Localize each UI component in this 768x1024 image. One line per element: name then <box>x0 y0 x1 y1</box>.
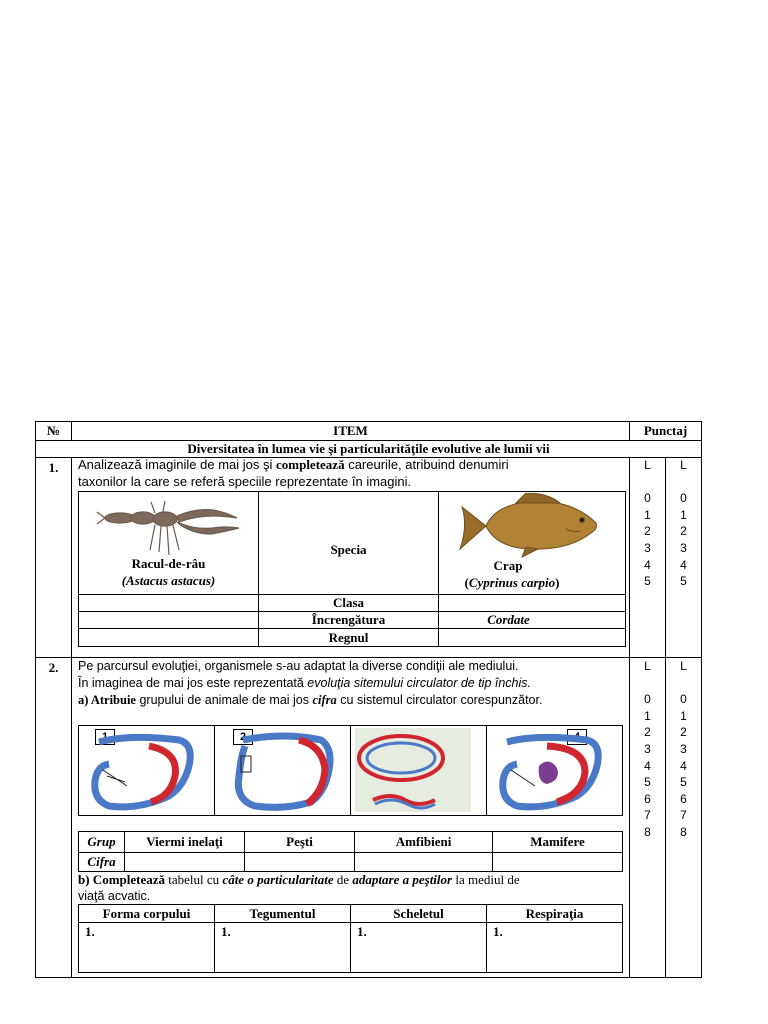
carp-name: Crap <box>493 558 523 573</box>
col-forma-corpului: Forma corpului <box>78 904 215 923</box>
q2-part-b: b) Completează tabelul cu câte o particularitate de adaptare a peştilor la mediul de viaţă acvatic. <box>78 872 520 903</box>
group-mamifere: Mamifere <box>492 831 623 853</box>
header-item: ITEM <box>71 421 630 441</box>
image-number-1: 1 <box>95 729 115 745</box>
cifra-label: Cifra <box>78 852 125 872</box>
group-pesti: Peşti <box>244 831 355 853</box>
q1-answer-clasa-left[interactable] <box>78 594 259 612</box>
q1-cordate-border <box>577 611 626 629</box>
answer-tegumentul[interactable]: 1. <box>214 922 351 973</box>
cifra-mamifere-input[interactable] <box>492 852 623 872</box>
q1-answer-regnul-right[interactable] <box>438 628 626 647</box>
q1-row-clasa: Clasa <box>258 594 439 612</box>
image-number-2: 2 <box>233 729 253 745</box>
image-number-4: 4 <box>567 729 587 745</box>
cifra-viermi-input[interactable] <box>124 852 245 872</box>
answer-scheletul[interactable]: 1. <box>350 922 487 973</box>
header-no: № <box>35 421 72 441</box>
col-tegumentul: Tegumentul <box>214 904 351 923</box>
cifra-amfibieni-input[interactable] <box>354 852 493 872</box>
q1-instruction: Analizează imaginile de mai jos şi completează careurile, atribuind denumiri taxonilor la care se referă speciile reprezentate în imagini. <box>78 457 509 489</box>
carp-latin: (Cyprinus carpio) <box>464 575 560 590</box>
q1-number-cell <box>35 457 72 658</box>
answer-respiratia[interactable]: 1. <box>486 922 623 973</box>
q2-number-cell <box>35 657 72 978</box>
circulatory-image-4 <box>486 725 623 816</box>
group-viermi: Viermi inelaţi <box>124 831 245 853</box>
q1-cordate: Cordate <box>438 611 578 629</box>
q2-number: 2. <box>48 660 59 675</box>
answer-forma-corpului[interactable]: 1. <box>78 922 215 973</box>
circulatory-image-2 <box>214 725 351 816</box>
q1-answer-increngatura-left[interactable] <box>78 611 259 629</box>
q2-scores-left: L 0 1 2 3 4 5 6 7 8 <box>644 659 651 839</box>
q2-scores-right: L 0 1 2 3 4 5 6 7 8 <box>680 659 687 839</box>
group-amfibieni: Amfibieni <box>354 831 493 853</box>
q1-specia-cell: Specia <box>258 491 439 595</box>
cifra-pesti-input[interactable] <box>244 852 355 872</box>
crayfish-image <box>95 500 245 560</box>
col-respiratia: Respiraţia <box>486 904 623 923</box>
q1-number: 1. <box>48 460 59 475</box>
q1-scores-right: L 0 1 2 3 4 5 <box>680 458 687 589</box>
section-title: Diversitatea în lumea vie şi particularităţile evolutive ale lumii vii <box>35 440 702 458</box>
crayfish-name: Racul-de-râu <box>131 556 206 571</box>
circulatory-image-1 <box>78 725 215 816</box>
q1-answer-clasa-right[interactable] <box>438 594 626 612</box>
q1-row-increngatura: Încrengătura <box>258 611 439 629</box>
col-scheletul: Scheletul <box>350 904 487 923</box>
header-score: Punctaj <box>629 421 702 441</box>
q1-scores-left: L 0 1 2 3 4 5 <box>644 458 651 589</box>
crayfish-latin: (Astacus astacus) <box>121 573 216 588</box>
grup-label: Grup <box>78 831 125 853</box>
q2-intro: Pe parcursul evoluţiei, organismele s-au adaptat la diverse condiţii ale mediului. În imaginea de mai jos este reprezentată evoluţia sitemului circulator de tip închis. a) Atribuie grupului de animale de mai jos cifra cu sistemul circulator corespunzător. <box>78 659 543 707</box>
carp-image <box>456 493 606 559</box>
q1-row-regnul: Regnul <box>258 628 439 647</box>
q1-answer-regnul-left[interactable] <box>78 628 259 647</box>
circulatory-image-3 <box>350 725 487 816</box>
